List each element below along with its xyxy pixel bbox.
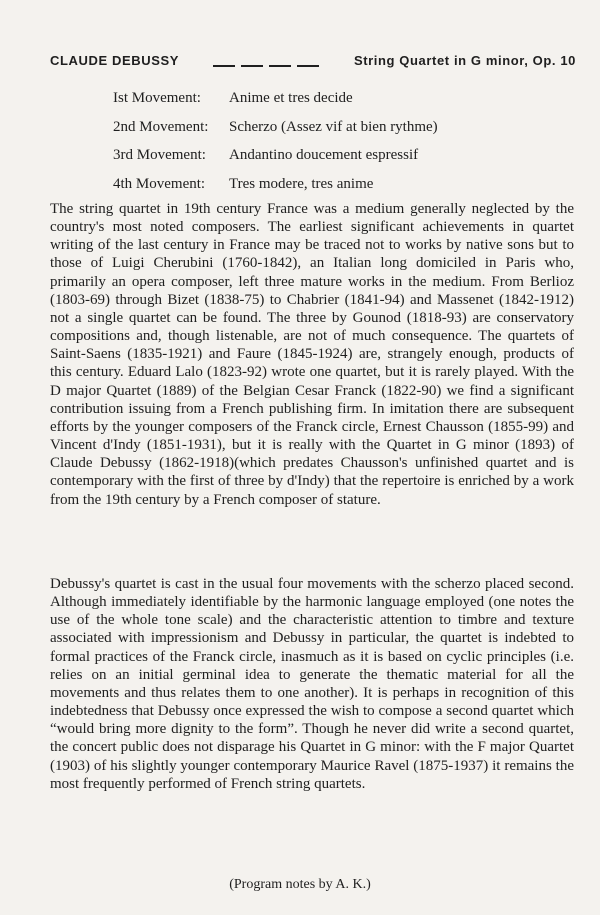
movement-label: 2nd Movement: [113, 118, 209, 135]
body-paragraph-analysis: Debussy's quartet is cast in the usual four movements with the scherzo placed second. Although immediately identifiable by the harmonic language employed (one notes the use of the whole tone scale) and the characteristic attention to timbre and texture associated with impressionism and Debussy in particular, the quartet is indebted to formal practices of the Franck circle, inasmuch as it is based on cyclic principles (i.e. relies on an initial germinal idea to generate the thematic material for all the movements and thus relates them to one another). It is perhaps in recognition of this indebtedness that Debussy once expressed the wish to compose a second quartet which “would bring more dignity to the form”. Though he never did write a second quartet, the concert public does not disparage his Quartet in G minor: with the F major Quartet (1903) of his slightly younger contemporary Maurice Ravel (1875-1937) it remains the most frequently performed of French string quartets. [50, 576, 574, 792]
movement-tempo: Anime et tres decide [229, 90, 353, 106]
movement-label: 3rd Movement: [113, 147, 206, 163]
body-paragraph-history: The string quartet in 19th century France was a medium generally neglected by the country's most noted composers. The earliest significant achievements in quartet writing of the last century in France may be traced not to works by native sons but to those of Luigi Cherubini (1760-1842), an Italian long domiciled in Paris who, primarily an opera composer, left three mature works in the medium. From Berlioz (1803-69) through Bizet (1838-75) to Chabrier (1841-94) and Massenet (1842-1912) not a single quartet can be found. The three by Gounod (1818-93) are conservatory compositions and, though listenable, are not of much consequence. The quartets of Saint-Saens (1835-1921) and Faure (1845-1924) are, strangely enough, products of this century. Eduard Lalo (1823-92) wrote one quartet, but it is rarely played. With the D major Quartet (1889) of the Belgian Cesar Franck (1822-90) we find a significant contribution issuing from a French publishing firm. In imitation there are subsequent efforts by the younger composers of the Franck circle, Ernest Chausson (1855-99) and Vincent d'Indy (1851-1931), but it is really with the Quartet in G minor (1893) of Claude Debussy (1862-1918)(which predates Chausson's unfinished quartet and is contemporary with the first of three by d'Indy) that the repertoire is enriched by a work from the 19th century by a French composer of stature. [50, 201, 574, 508]
movement-item [113, 141, 543, 170]
movement-tempo: Tres modere, tres anime [229, 175, 374, 192]
work-title: String Quartet in G minor, Op. 10 [353, 53, 576, 68]
program-heading [50, 53, 576, 68]
composer-name: CLAUDE DEBUSSY [50, 53, 180, 68]
movement-tempo: Andantino doucement espressif [229, 147, 419, 163]
movement-item [113, 84, 543, 113]
heading-dashes [213, 64, 319, 67]
program-notes-credit: (Program notes by A. K.) [229, 877, 371, 892]
movement-item [113, 170, 543, 199]
movement-item [113, 113, 543, 142]
movement-label: 4th Movement: [113, 175, 206, 192]
movement-list [113, 84, 543, 198]
movement-tempo: Scherzo (Assez vif at bien rythme) [229, 118, 438, 135]
movement-label: Ist Movement: [113, 90, 201, 106]
